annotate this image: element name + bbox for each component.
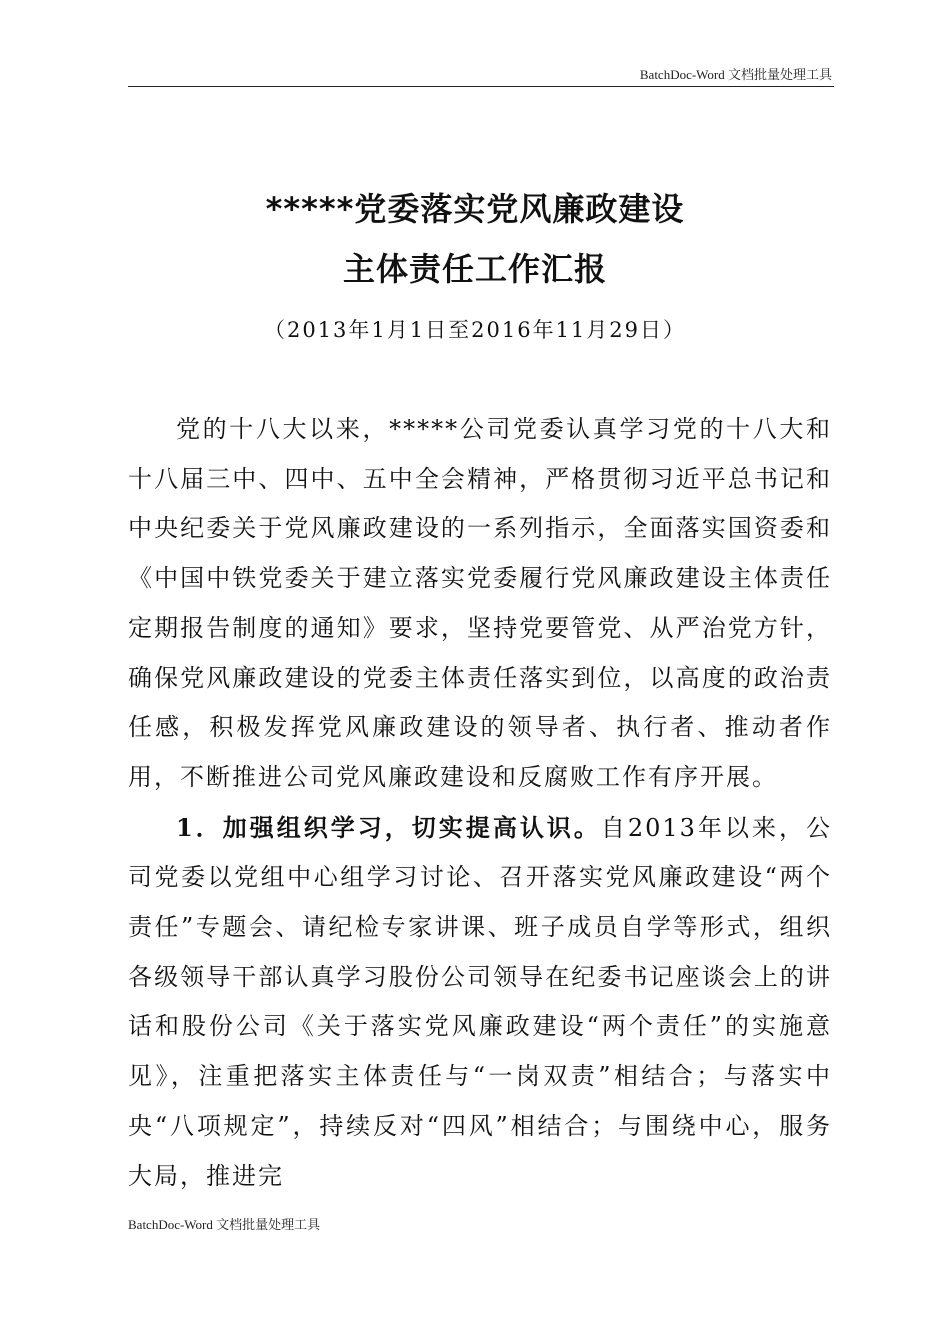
paragraph-section-1 bbox=[128, 803, 832, 1202]
document-body bbox=[128, 405, 832, 1201]
document-date-range: （2013年1月1日至2016年11月29日） bbox=[263, 318, 687, 342]
page-header-text: BatchDoc-Word 文档批量处理工具 bbox=[639, 67, 832, 82]
section-1-text: 自2013年以来，公司党委以党组中心组学习讨论、召开落实党风廉政建设“两个责任”专题会、请纪检专家讲课、班子成员自学等形式，组织各级领导干部认真学习股份公司领导在纪委书记座谈会上的讲话和股份公司《关于落实党风廉政建设“两个责任”的实施意见》，注重把落实主体责任与“一岗双责”相结合；与落实中央“八项规定”，持续反对“四风”相结合；与围绕中心，服务大局，推进完 bbox=[128, 813, 832, 1190]
page-footer-text: BatchDoc-Word 文档批量处理工具 bbox=[128, 1217, 321, 1232]
paragraph-intro bbox=[128, 405, 832, 803]
document-title-line-1: *****党委落实党风廉政建设 bbox=[265, 190, 685, 228]
header-divider bbox=[128, 86, 834, 87]
section-1-heading: 1．加强组织学习，切实提高认识。 bbox=[176, 812, 601, 842]
paragraph-intro-text: 党的十八大以来，*****公司党委认真学习党的十八大和十八届三中、四中、五中全会精神，严格贯彻习近平总书记和中央纪委关于党风廉政建设的一系列指示，全面落实国资委和《中国中铁党委关于建立落实党委履行党风廉政建设主体责任定期报告制度的通知》要求，坚持党要管党、从严治党方针，确保党风廉政建设的党委主体责任落实到位，以高度的政治责任感，积极发挥党风廉政建设的领导者、执行者、推动者作用，不断推进公司党风廉政建设和反腐败工作有序开展。 bbox=[128, 415, 832, 791]
document-title-line-2: 主体责任工作汇报 bbox=[342, 250, 607, 288]
